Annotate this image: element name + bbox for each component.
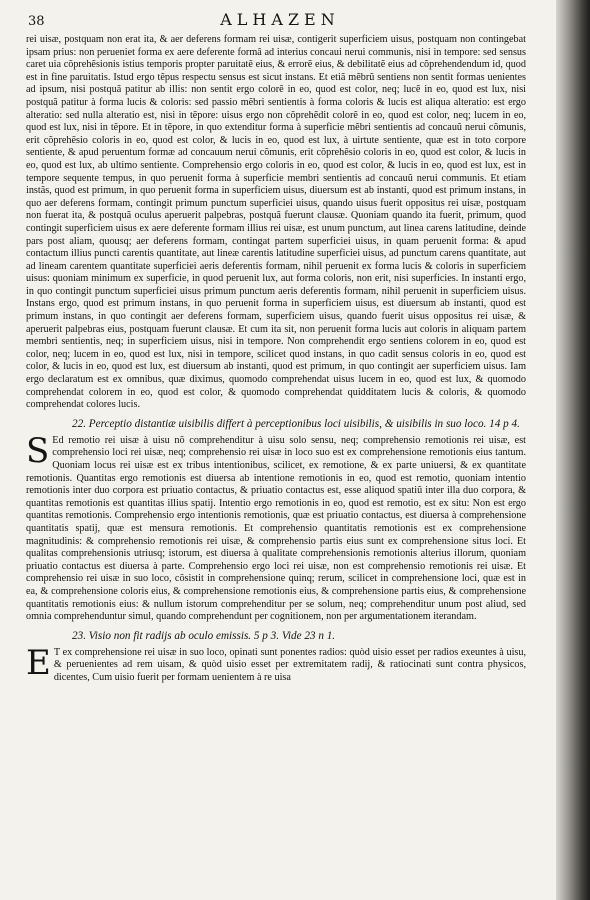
page-header xyxy=(28,10,532,32)
section-heading-23: 23. Visio non fit radijs ab oculo emissis. 5 p 3. Vide 23 n 1. xyxy=(72,629,336,642)
page-number: 38 xyxy=(28,14,45,29)
paragraph-distance-perception xyxy=(26,430,526,624)
paragraph-text: T ex comprehensione rei uisæ in suo loco, opinati sunt ponentes radios: quòd uisio esset per radios exeuntes à uisu, & peruenientes ad rem uisam, & quòd uisio esset per extremitatem radij, & ratiocinati sunt contra physicos, dicentes, Cum uisio fuerit per formam uenientem à re uisa xyxy=(53,646,526,683)
drop-cap: S xyxy=(26,430,50,471)
paragraph-radii-theory xyxy=(26,642,526,685)
page-body xyxy=(26,34,526,685)
book-binding-shadow xyxy=(556,0,590,900)
drop-cap: E xyxy=(26,642,51,683)
section-heading-22: 22. Perceptio distantiæ uisibilis differt à perceptionibus loci uisibilis, & uisibilis in suo loco. 14 p 4. xyxy=(72,417,520,430)
paragraph-text: rei uisæ, postquam non erat ita, & aer deferens formam rei uisæ, contigerit superficiem uisus, postquam non contingebat ipsam prius: non perueniet forma ex aere deferente formâ ad interius concaui nerui communis, nisi in tempore: sed sensus caret uia cõprehẽsionis istius temporis propter paruitatẽ eius, & errorẽ eius, & debilitatẽ eius ad cõprehendendum id, quod est in fine paruitatis. Istud ergo tẽpus respectu sensus est sicut instans. Et etiã mẽbrũ sentiens non sentit formas uenientes ad ipsum, nisi postquã patitur ab illis: non sentit ergo colorẽ in eo, quod est color, neq; lucẽ in eo, quod est lux, nisi postquã patitur à forma lucis & coloris: sed passio mẽbri sentientis à forma coloris & lucis est aliqua alteratio: est ergo alteratio: sed nulla alteratio est, nisi in tẽpore: uisus ergo non cõprehẽdit colorẽ in eo, quod est color, neq; lucem in eo, quod est lux, nisi in tẽpore. Et in tẽpore, in quo extenditur forma à superficie mẽbri sentientis ad concauũ nerui cõmunis, erit cõprehẽsio coloris in eo, quod est color, & lucis in eo, quod est lux, à uirtute sentiente, quæ est in toto corpore sentiente, & apud peruentum formæ ad concauum nerui cõmunis, erit cõprehẽsio coloris in eo, quod est color, & lucis in eo, quod est lux, ab ultimo sentiente. Comprehensio ergo coloris in eo, quod est color, & lucis in eo, quod est lux, est in tempore sequente tempus, in quo peruenit forma à superficie membri sentientis ad concauũ nerui communis. Et etiam instãs, quod est primum, in quo peruenit forma in superficiem uisus, diuersum est ab instanti, quod est primum instans, in quo aer deferens formam, contingit primum punctum superficiei uisus, quando uisus fuerit oppositus rei uisæ, postquam non fuerat ita, & postquã oculus aperuerit palpebras, postquã fuerunt clausæ. Quoniam quando ita fuerit, primum, quod contingit superficiem uisus ex aere deferente formam illius rei uisæ, est unum punctum, aut linea carens latitudine, deinde pars post aliam, quousq; aer deferens formam, contingat partem superficiei uisus, in quam peruenit forma: & apud contactum illius puncti carentis quantitate, aut lineæ carentis latitudine superficiei uisus, ad punctum carens quantitate, aut ad lineam carentem quantitate superficiei aeris deferentis formam, nihil peruenit ex forma lucis & coloris in superficiem uisus: quoniam minimum ex superficie, in quod peruenit lux, aut forma coloris, non erit, nisi superficies. In instanti ergo, in quo contingit punctum superficiei uisus primum punctum aeris deferentis formam, nihil peruenit in superficiem uisus. Instans ergo, quod est primum instans, in quo peruenit forma in superficiem uisus, est diuersum ab instanti, quod est primum instans, in quo contingit aer deferens formam, superficiem uisus, quando fuerit uisus oppositus rei uisæ, & aperuerit palpebras eius, postquam fuerunt clausæ. Et cum ita sit, non peruenit forma lucis aut coloris in aliquam partem membri sentientis, neq; in superficiem uisus, nisi in tempore. Non comprehendit ergo sentiens colorem in eo, quod est color, neq; lucem in eo, quod est lux, nisi in tempore, scilicet quod instans, in quo cadit sensus coloris in eo, quod est color, & lucis in eo, quod est lux, est diuersum ab instanti, quod est primum, in quo contingit aer superficiem uisus. Iam ergo declaratum est ex omnibus, quæ diximus, quomodo comprehendat uisus lucem in eo, quod est lux, & quomodo comprehendat colorem in eo, quod est color, & quomodo comprehendat quidditatem lucis & coloris, & quomodo comprehendat colores lucis. xyxy=(26,34,526,411)
paragraph-text: Ed remotio rei uisæ à uisu nõ comprehenditur à uisu solo sensu, neq; comprehensio remotionis rei uisæ, est comprehensio loci rei uisæ, neq; comprehensio rei uisæ in loco suo est ex comprehensione remotionis eius tantum. Quoniam locus rei uisæ est ex tribus intentionibus, scilicet, ex remotione, & ex parte uniuersi, & ex quantitate remotionis. Quantitas ergo remotionis est diuersa ab intentione remotionis in eo, quod est remotio, quoniam intentio remotionis inter duo corpora est priuatio contactus, & priuatio contactus est, esse aliquod spatiũ inter illa duo corpora, & quantitas remotionis est quantitas illius spatij. Intentio ergo remotionis in eo, quod est remotio, est ex situ: Non est ergo quantitas remotionis. Comprehensio ergo intentionis remotionis, quæ est priuatio contactus, est diuersa à comprehensione quantitatis spatij, quæ est mensura remotionis. Et comprehensio quantitatis remotionis est ex comprehensione magnitudinis: & comprehensio remotionis rei uisæ, & comprehensio partis eius sunt ex comprehensione situs loci. Et qualitas comprehensionis utriusq; istorum, est diuersa à qualitate comprehensionis remotionis alterius illorum, quoniam priuatio contactus est diuersa à parte. Comprehensio ergo loci rei uisæ, non est comprehensio remotionis rei uisæ. Et comprehensio rei uisæ in suo loco, cõsistit in comprehensione quinq; rerum, scilicet in comprehensione loci, quæ est in ea, & comprehensione coloris eius, & comprehensione remotionis eius, & comprehensione partis eius, & comprehensione quantitatis remotionis eius: & nullum istorum comprehenditur per se solum, neq; comprehenditur unum post aliud, sed omnia comprehenduntur simul, quando comprehendunt per cognitionem, non per argumentationem iterandam. xyxy=(26,434,526,623)
running-title: ALHAZEN xyxy=(220,10,340,29)
paragraph-light-color-timing xyxy=(26,34,526,412)
